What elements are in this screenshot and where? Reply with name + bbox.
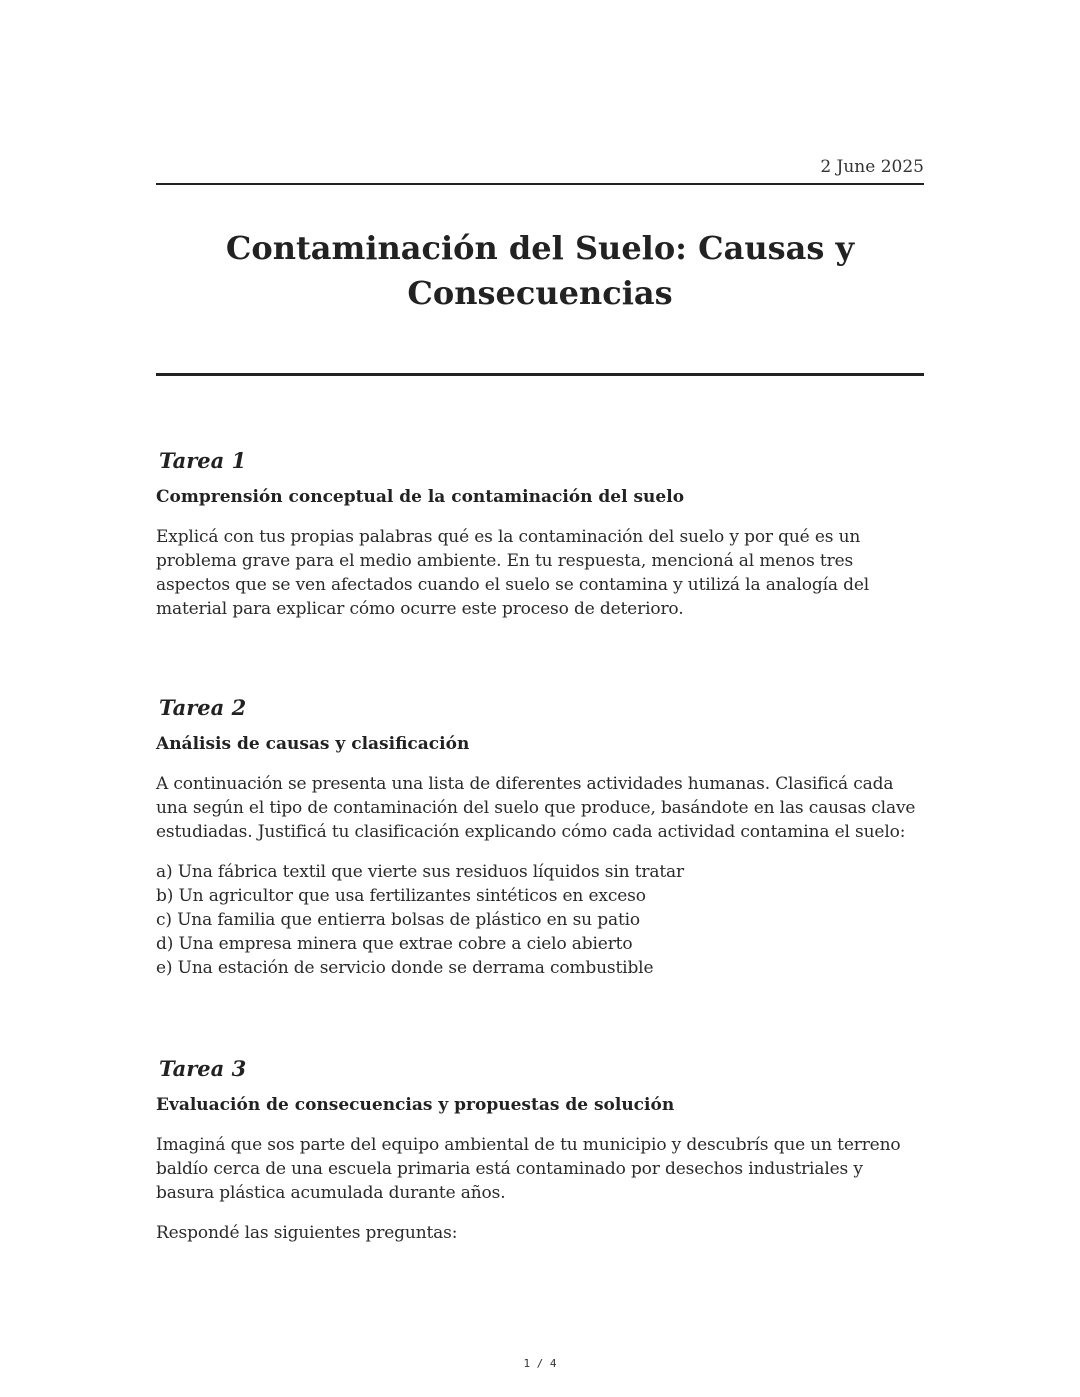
task-subtitle: Evaluación de consecuencias y propuestas de solución	[156, 1095, 675, 1115]
task-heading: Tarea 1	[159, 448, 247, 473]
title-divider	[156, 373, 924, 376]
activity-list	[156, 860, 926, 980]
task-paragraph: A continuación se presenta una lista de diferentes actividades humanas. Clasificá cada una según el tipo de contaminación del suelo que produce, basándote en las causas clave estudiadas. Justificá tu clasificación explicando cómo cada actividad contamina el suelo:	[156, 774, 916, 842]
list-item: d) Una empresa minera que extrae cobre a cielo abierto	[156, 934, 633, 954]
task-3	[156, 1055, 926, 1245]
list-item: e) Una estación de servicio donde se derrama combustible	[156, 958, 654, 978]
document-title: Contaminación del Suelo: Causas y Consecuencias	[225, 229, 855, 312]
task-subtitle: Comprensión conceptual de la contaminación del suelo	[156, 487, 685, 507]
list-item: c) Una familia que entierra bolsas de plástico en su patio	[156, 910, 641, 930]
task-paragraph: Explicá con tus propias palabras qué es la contaminación del suelo y por qué es un problema grave para el medio ambiente. En tu respuesta, mencioná al menos tres aspectos que se ven afectados cuando el suelo se contamina y utilizá la analogía del material para explicar cómo ocurre este proceso de deterioro.	[156, 527, 870, 619]
document-date: 2 June 2025	[820, 157, 924, 177]
task-paragraph: Imaginá que sos parte del equipo ambiental de tu municipio y descubrís que un terreno baldío cerca de una escuela primaria está contaminado por desechos industriales y basura plástica acumulada durante años.	[156, 1135, 901, 1203]
header-divider	[156, 183, 924, 185]
task-2	[156, 694, 926, 980]
page-number: 1 / 4	[523, 1357, 557, 1370]
list-item: b) Un agricultor que usa fertilizantes sintéticos en exceso	[156, 886, 646, 906]
task-paragraph: Respondé las siguientes preguntas:	[156, 1223, 458, 1243]
task-subtitle: Análisis de causas y clasificación	[156, 734, 470, 754]
task-1	[156, 447, 926, 621]
task-heading: Tarea 3	[159, 1056, 247, 1081]
list-item: a) Una fábrica textil que vierte sus residuos líquidos sin tratar	[156, 862, 685, 882]
task-heading: Tarea 2	[159, 695, 247, 720]
